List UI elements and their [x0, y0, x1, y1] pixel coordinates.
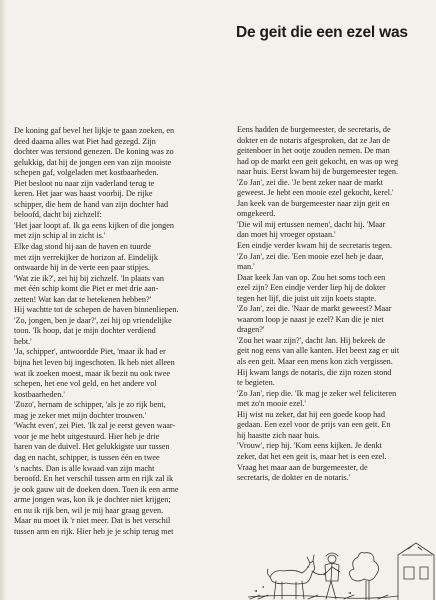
left-column-line: 'Ja, schipper', antwoordde Piet, 'maar ik had er: [14, 347, 166, 357]
left-text-column: [14, 126, 228, 537]
right-column-line: Een eindje verder kwam hij de secretaris tegen.: [237, 241, 393, 251]
left-column-line: De koning gaf bevel het lijkje te gaan zoeken, en: [14, 126, 175, 135]
left-column-line: schepen gaf, volgeladen met kostbaarheden.: [14, 168, 159, 178]
right-column-line: Eens hadden de burgemeester, de secretaris, de: [237, 125, 391, 134]
left-column-line: Piet besloot nu naar zijn vaderland terug te: [14, 178, 155, 188]
right-column-line: 'Die wil mij ertussen nemen', dacht hij. 'Maar: [237, 219, 386, 229]
left-column-line: voor je me hebt uitgestuurd. Hier heb je drie: [14, 431, 160, 441]
right-column-line: gedaan. Een ezel voor de prijs van een geit. En: [237, 420, 391, 430]
right-column-line: 'Zo Jan', zei die. 'Een mooie ezel heb je daar,: [237, 251, 384, 261]
right-column-line: waarom loop je naast je ezel? Kan die je niet: [237, 314, 384, 324]
right-column-line: naar huis. Eerst kwam hij de burgemeester tegen.: [237, 167, 399, 177]
right-column-line: dragen?': [237, 325, 265, 335]
left-column-line: beloofd, dacht bij zichzelf:: [14, 210, 102, 220]
left-column-line: tussen arm en rijk. Hier heb je je schip terug met: [14, 526, 174, 536]
left-column-line: Hij wachtte tot de schepen de haven binnenliepen.: [14, 305, 179, 315]
right-column-line: Daar keek Jan van op. Zou het soms toch een: [237, 272, 386, 282]
left-column-line: kostbaarheden.': [14, 389, 65, 399]
right-column-line: dan moet hij vroeger opstaan.': [237, 230, 336, 240]
left-column-line: met zijn verrekijker de horizon af. Eindelijk: [14, 252, 158, 262]
right-column-line: 'Zou het waar zijn?', dacht Jan. Hij bekeek de: [237, 335, 386, 345]
left-column-line: schepen, het ene vol geld, en het andere vol: [14, 379, 157, 389]
left-column-line: dag en nacht, schipper, is tussen één en twee: [14, 452, 160, 462]
left-column-line: Elke dag stond hij aan de haven en tuurde: [14, 242, 151, 252]
left-column-line: dochter was terstond genezen. De koning was zo: [14, 147, 174, 157]
left-column-line: 'Zo, jongen, ben je daar?', zei hij op vriendelijke: [14, 315, 172, 325]
right-column-line: secretaris, de dokter en de notaris.': [237, 473, 351, 483]
goat-farmer-illustration: [248, 537, 436, 600]
left-column-line: 's nachts. Dan is alle kwaad van zijn macht: [14, 463, 155, 473]
left-column-line: 'Zozo', hernam de schipper, 'als je zo rijk bent,: [14, 400, 166, 410]
left-column-line: deed daarna alles wat Piet had gezegd. Zijn: [14, 136, 156, 146]
left-column-line: en nu ik rijk ben, wil je mij haar graag geven.: [14, 505, 164, 515]
left-column-line: hebt.': [14, 336, 32, 346]
left-column-line: toon. 'Ik hoop, dat je mijn dochter verdiend: [14, 326, 156, 336]
left-column-line: 'Wacht even', zei Piet. 'Ik zal je eerst geven waar-: [14, 421, 176, 431]
right-column-line: Hij wist nu zeker, dat hij een goede koop had: [237, 409, 385, 419]
right-column-line: als een geit. Maar een mens kon zich vergissen.: [237, 357, 393, 367]
right-column-line: tegen het lijf, die juist uit zijn koets stapte.: [237, 293, 377, 303]
left-column-line: schipper, die hem de hand van zijn dochter had: [14, 199, 169, 209]
right-column-line: 'Zo Jan', zei die. 'Naar de markt geweest? Maar: [237, 304, 392, 314]
right-text-column: [237, 125, 433, 484]
left-column-line: zetten! Wat kan dat te betekenen hebben?': [14, 294, 152, 304]
right-column-line: 'Vrouw', riep hij. 'Kom eens kijken. Je denkt: [237, 441, 382, 451]
right-column-line: met zo'n mooie ezel.': [237, 399, 306, 409]
right-column-line: dokter en de notaris afgesproken, dat ze Jan de: [237, 135, 390, 145]
left-column-line: bijna het leven bij ingeschoten. Ik heb niet alleen: [14, 358, 175, 368]
story-title: De geit die een ezel was: [236, 24, 408, 42]
left-column-line: arme jongen was, kon ik je dochter niet krijgen;: [14, 495, 171, 505]
left-column-line: keren. Het jaar was haast voorbij. De rijke: [14, 189, 153, 199]
right-column-line: Jan keek van de burgemeester naar zijn geit en: [237, 198, 390, 208]
left-column-line: wat ik zoeken moest, maar ik bezit nu ook twee: [14, 368, 170, 378]
right-column-line: geitenboer in het ootje zouden nemen. De man: [237, 146, 390, 156]
left-column-line: ontwaarde hij in de verte een paar stipjes.: [14, 263, 150, 273]
left-column-line: Maar nu moet ik 'r niet meer. Dat is het verschil: [14, 516, 171, 526]
right-column-line: geweest. Je hebt een mooie ezel gekocht, kerel.': [237, 188, 394, 198]
right-column-line: man.': [237, 262, 255, 272]
right-column-line: 'Zo Jan', zei die. 'Je bent zeker naar de markt: [237, 177, 384, 187]
right-column-line: zeker, dat het een geit is, maar het is een ezel.: [237, 451, 387, 461]
right-column-line: hij haastte zich naar huis.: [237, 430, 320, 440]
right-column-line: Vraag het maar aan de burgemeester, de: [237, 462, 368, 472]
left-column-line: 'Het jaar loopt af. Ik ga eens kijken of die jongen: [14, 220, 174, 230]
left-column-line: gelukkig, dat hij de jongen een van zijn mooiste: [14, 157, 172, 167]
right-column-line: 'Zo Jan', riep die. 'Ik mag je zeker wel feliciteren: [237, 388, 397, 398]
left-column-line: met één schip komt die Piet er met drie aan-: [14, 284, 159, 294]
left-column-line: beroofd. En het verschil tussen arm en rijk zal ik: [14, 474, 174, 484]
right-column-line: geit nog eens van alle kanten. Het beest zag er uit: [237, 346, 400, 356]
right-column-line: te begieten.: [237, 378, 275, 388]
left-column-line: mag je zeker met mijn dochter trouwen.': [14, 410, 147, 420]
right-column-line: ezel zijn? Een eindje verder liep hij de dokter: [237, 283, 386, 293]
right-column-line: omgekeerd.: [237, 209, 276, 219]
left-column-line: je ook gauw uit de doeken doen. Toen ik een arme: [14, 484, 179, 494]
left-column-line: 'Wat zie ik?', zei hij bij zichzelf. 'In plaats van: [14, 273, 164, 283]
book-spine-shadow: [0, 0, 6, 600]
right-column-line: had op de markt een geit gekocht, en was op weg: [237, 156, 399, 166]
left-column-line: haren van de duivel. Het gelukkigste uur tussen: [14, 442, 170, 452]
left-column-line: met zijn schip al in zicht is.': [14, 231, 106, 241]
right-column-line: Hij kwam langs de notaris, die zijn rozen stond: [237, 367, 392, 377]
